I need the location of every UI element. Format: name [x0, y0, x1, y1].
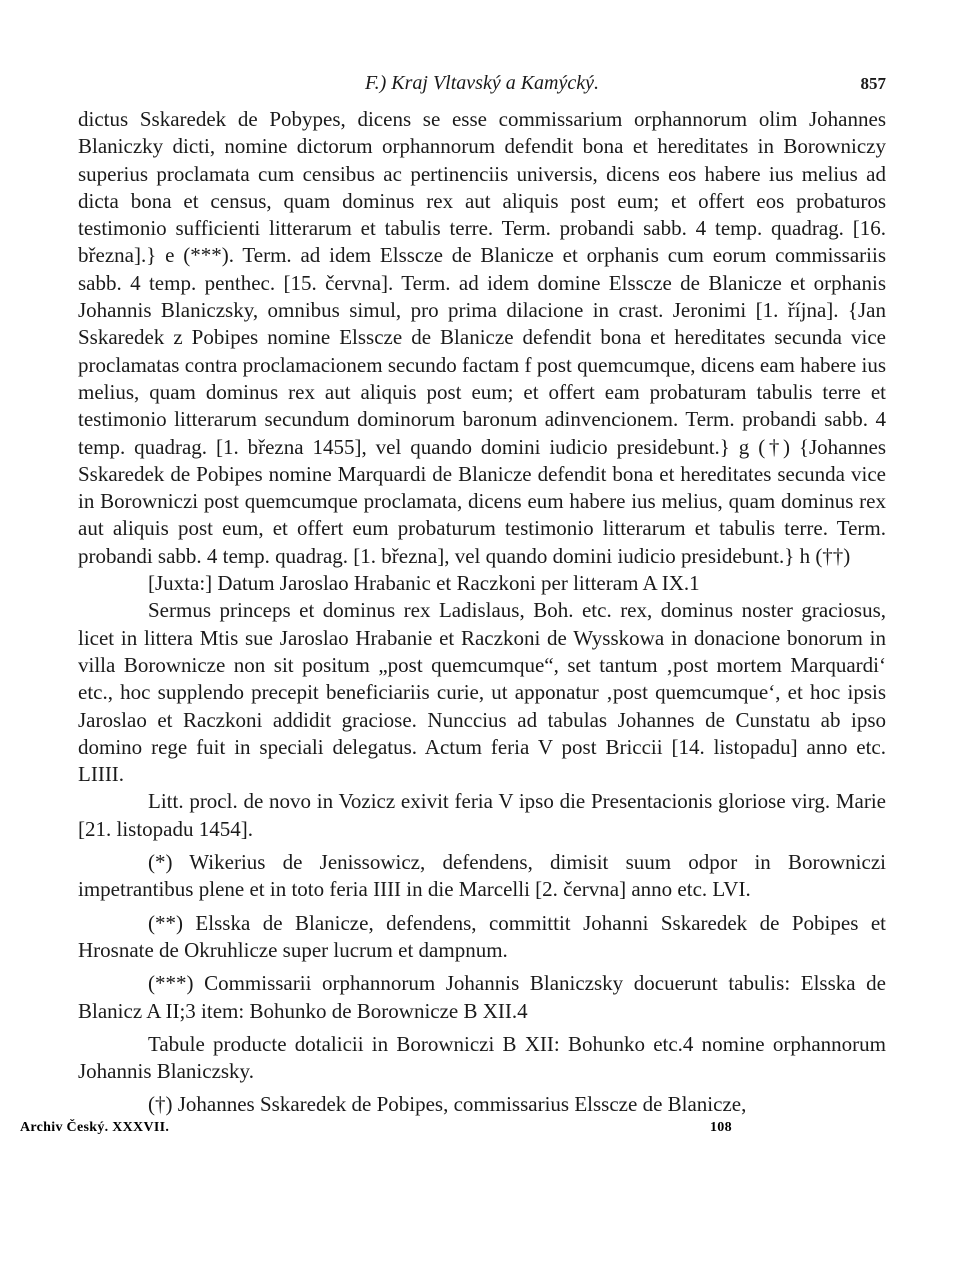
- page-number: 857: [860, 74, 886, 93]
- note-tabule: Tabule producte dotalicii in Borowniczi B XII: Bohunko etc.4 nomine orphannorum Johannis Blaniczsky.: [78, 1031, 886, 1084]
- document-page: [78, 62, 886, 1212]
- note-asterisk-1: (*) Wikerius de Jenissowicz, defendens, dimisit suum odpor in Borowniczi impetrantibus plene et in toto feria IIII in die Marcelli [2. června] anno etc. LVI.: [78, 850, 886, 902]
- body-paragraph-2: [Juxta:] Datum Jaroslao Hrabanic et Raczkoni per litteram A IX.1: [148, 571, 700, 596]
- note-dagger: (†) Johannes Sskaredek de Pobipes, commissarius Elsscze de Blanicze,: [148, 1092, 747, 1117]
- body-paragraph-3: Sermus princeps et dominus rex Ladislaus, Boh. etc. rex, dominus noster graciosus, licet in littera Mtis sue Jaroslao Hrabanie et Raczkoni de Wysskowa in donacione bonorum in villa Borownicze non sit positum „post quemcumque“, set tantum ‚post mortem Marquardi‘ etc., hoc supplendo precepit beneficiariis curie, ut apponatur ‚post quemcumque‘, et hoc ipsis Jaroslao et Raczkoni addidit graciose. Nunccius ad tabulas Johannes de Cunstatu ab ipso domino rege fuit in speciali delegatus. Actum feria V post Briccii [14. listopadu] anno etc. LIIII.: [78, 598, 886, 787]
- body-paragraph-1: dictus Sskaredek de Pobypes, dicens se esse commissarium orphannorum olim Johannes Blaniczky dicti, nomine dictorum orphannorum defendit bona et hereditates in Borowniczy superius proclamata cum censibus ac pertinenciis universis, dicens eos habere ius melius ad dicta bona et census, quam dominus rex aut aliquis post eum; et offert eos probaturos testimonio sufficienti litterarum et tabulis terre. Term. probandi sabb. 4 temp. quadrag. [16. března].} e (***). Term. ad idem Elsscze de Blanicze et orphanis cum eorum commissariis sabb. 4 temp. penthec. [15. června]. Term. ad idem domine Elsscze de Blanicze et orphanis Johannis Blaniczsky, omnibus simul, pro prima dilacione in crast. Jeronimi [1. října]. {Jan Sskaredek z Pobipes nomine Elsscze de Blanicze defendit bona et hereditates secunda vice proclamatas contra proclamacionem secundo factam f post quemcumque, dicens eam habere ius melius, quam dominus rex aut aliquis post eum; et offert eam probaturam tabulis terre et testimonio litterarum secundum dominorum baronum adinvencionem. Term. probandi sabb. 4 temp. quadrag. [1. března 1455], vel quando domini iudicio presidebunt.} g (†) {Johannes Sskaredek de Pobipes nomine Marquardi de Blanicze defendit bona et hereditates secunda vice in Borowniczi post quemcumque proclamata, dicens eum habere ius melius, quam dominus rex aut aliquis post eum, et offert eum probaturum testimonio litterarum et tabulis terre. Term. probandi sabb. 4 temp. quadrag. [1. března], vel quando domini iudicio presidebunt.} h (††): [78, 107, 886, 568]
- body-paragraph-4: Litt. procl. de novo in Vozicz exivit feria V ipso die Presentacionis gloriose virg. Marie [21. listopadu 1454].: [78, 789, 886, 841]
- footer-signature-number: 108: [710, 1120, 732, 1135]
- note-asterisk-3: (***) Commissarii orphannorum Johannis Blaniczsky docuerunt tabulis: Elsska de Blanicz A II;3 item: Bohunko de Borownicze B XII.4: [78, 971, 886, 1023]
- note-asterisk-2: (**) Elsska de Blanicze, defendens, committit Johanni Sskaredek de Pobipes et Hrosnate de Okruhlicze super lucrum et dampnum.: [78, 910, 886, 962]
- running-title: F.) Kraj Vltavský a Kamýcký.: [364, 72, 599, 94]
- running-head: [78, 62, 886, 106]
- footer-volume: Archiv Český. XXXVII.: [20, 1120, 170, 1135]
- footnote-area: [78, 849, 886, 1119]
